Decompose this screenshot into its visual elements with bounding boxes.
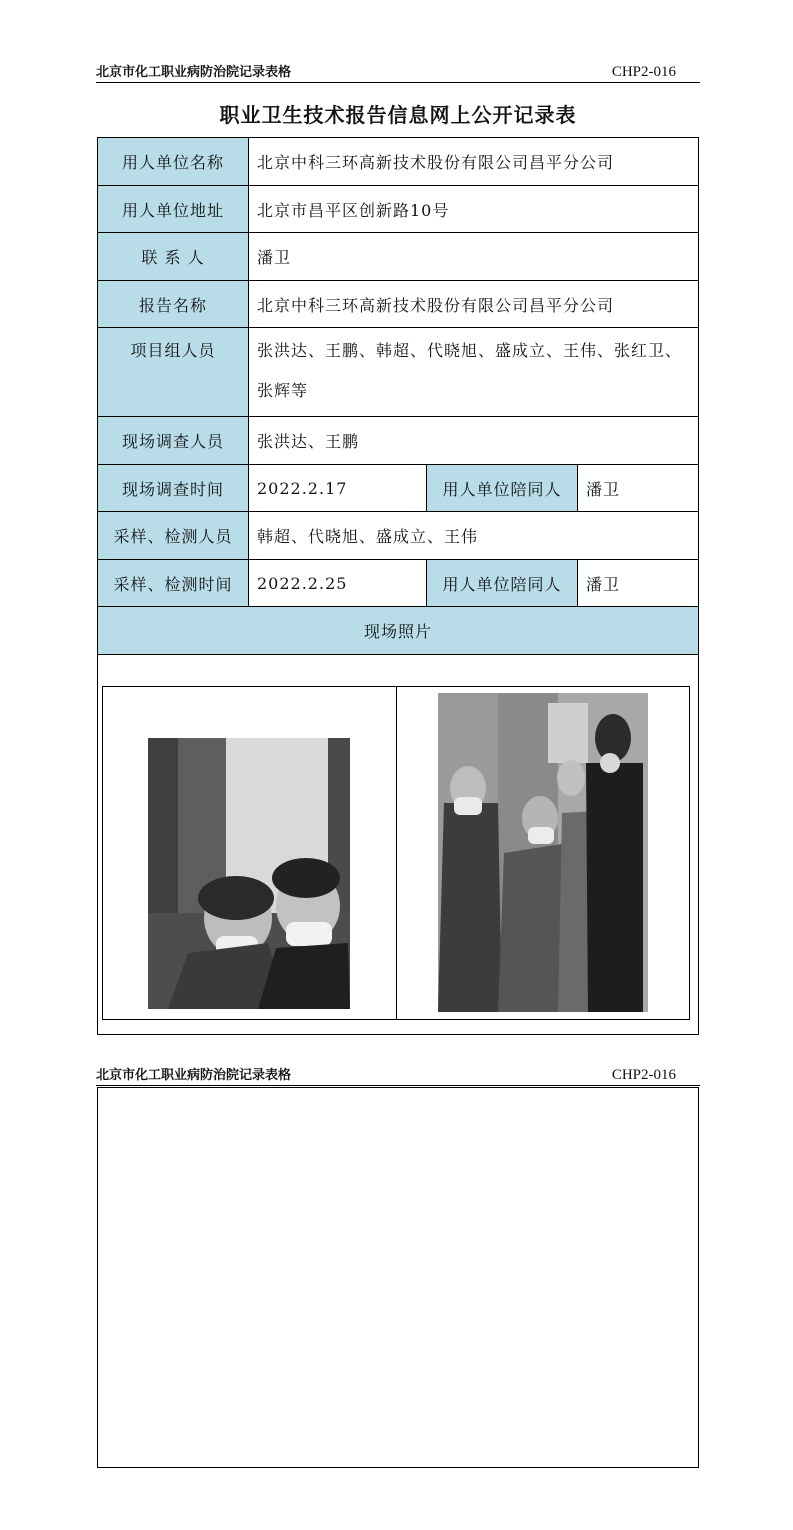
row-photos-heading: [98, 607, 699, 655]
page-header-2: [96, 1067, 700, 1086]
photo-icon: [438, 693, 648, 1012]
value-sampling-time: 2022.2.25: [249, 560, 427, 607]
value-survey-staff: 张洪达、王鹏: [249, 417, 699, 465]
form-code-2: CHP2-016: [611, 1067, 676, 1083]
organization-name-2: 北京市化工职业病防治院记录表格: [96, 1068, 292, 1083]
row-employer-address: [98, 186, 699, 233]
value-project-team: 张洪达、王鹏、韩超、代晓旭、盛成立、王伟、张红卫、张辉等: [249, 328, 699, 417]
label-project-team: 项目组人员: [98, 328, 249, 417]
value-survey-companion: 潘卫: [578, 465, 699, 512]
photo-icon: [148, 738, 350, 1009]
label-report-name: 报告名称: [98, 281, 249, 328]
row-sampling-time: [98, 560, 699, 607]
record-table: [97, 137, 699, 1035]
document-title: 职业卫生技术报告信息网上公开记录表: [219, 103, 577, 127]
continuation-box: [97, 1087, 699, 1468]
organization-name: 北京市化工职业病防治院记录表格: [96, 65, 292, 80]
label-survey-companion: 用人单位陪同人: [427, 465, 578, 512]
site-photo-1: [148, 738, 350, 1009]
label-employer-address: 用人单位地址: [98, 186, 249, 233]
photos-heading: 现场照片: [98, 607, 699, 655]
form-code: CHP2-016: [611, 64, 676, 80]
row-sampling-staff: [98, 512, 699, 560]
value-employer-address: 北京市昌平区创新路10号: [249, 186, 699, 233]
value-employer-name: 北京中科三环高新技术股份有限公司昌平分公司: [249, 138, 699, 186]
value-contact: 潘卫: [249, 233, 699, 281]
row-employer-name: [98, 138, 699, 186]
photo-cell-left: [103, 687, 397, 1019]
row-contact: [98, 233, 699, 281]
photo-cell-right: [397, 687, 689, 1019]
row-survey-time: [98, 465, 699, 512]
site-photo-2: [438, 693, 648, 1012]
page-header: [96, 64, 700, 83]
label-sampling-staff: 采样、检测人员: [98, 512, 249, 560]
row-report-name: [98, 281, 699, 328]
row-project-team: [98, 328, 699, 417]
label-contact: 联 系 人: [98, 233, 249, 281]
value-report-name: 北京中科三环高新技术股份有限公司昌平分公司: [249, 281, 699, 328]
label-sampling-time: 采样、检测时间: [98, 560, 249, 607]
row-photos: [98, 655, 699, 1035]
row-survey-staff: [98, 417, 699, 465]
label-survey-time: 现场调查时间: [98, 465, 249, 512]
photos-frame: [102, 686, 690, 1020]
label-employer-name: 用人单位名称: [98, 138, 249, 186]
photos-area: [98, 655, 699, 1035]
label-survey-staff: 现场调查人员: [98, 417, 249, 465]
value-survey-time: 2022.2.17: [249, 465, 427, 512]
value-sampling-staff: 韩超、代晓旭、盛成立、王伟: [249, 512, 699, 560]
label-sampling-companion: 用人单位陪同人: [427, 560, 578, 607]
value-sampling-companion: 潘卫: [578, 560, 699, 607]
